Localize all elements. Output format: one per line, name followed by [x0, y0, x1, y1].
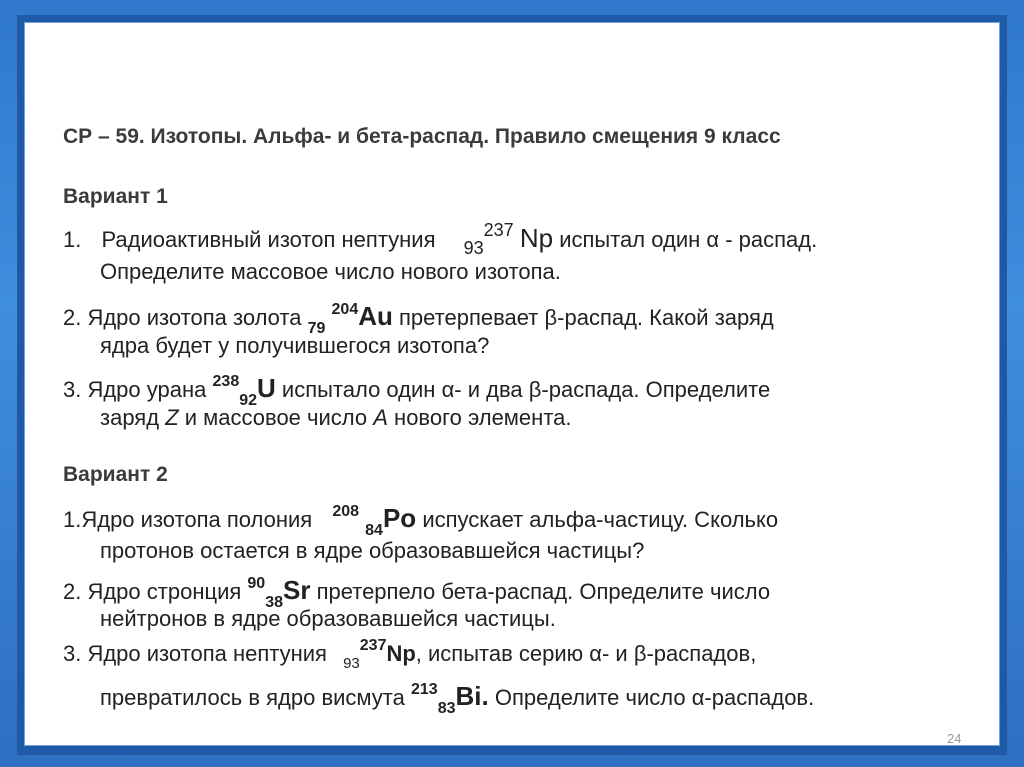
v1-q3-line2-post: нового элемента. [394, 405, 572, 430]
v2-q3-symbol: Np [386, 641, 416, 666]
variant2-heading: Вариант 2 [63, 463, 168, 486]
v2-q1-line1 [63, 503, 779, 539]
v2-q3-bi-symbol: Bi. [455, 681, 489, 711]
v1-q1-post: испытал один α - распад. [559, 227, 818, 252]
v1-q3-a-letter: A [373, 405, 388, 430]
v2-q2-line1 [63, 575, 771, 611]
v1-q2-post: претерпевает β-распад. Какой заряд [399, 305, 774, 330]
v2-q2-z: 38 [265, 594, 283, 611]
v1-q3-a: 238 [212, 373, 240, 390]
v1-q2-symbol: Au [358, 301, 393, 331]
v2-q3-bi-z: 83 [437, 700, 456, 717]
v1-q3-line2-pre: заряд [100, 405, 160, 430]
slide-title: СР – 59. Изотопы. Альфа- и бета-распад. Правило смещения 9 класс [63, 125, 781, 148]
v1-q1-a: 237 [483, 220, 514, 240]
v1-q3-text: 3. Ядро урана [63, 377, 207, 402]
v1-q1-symbol: Np [519, 223, 554, 253]
v1-q2-a: 204 [331, 301, 359, 318]
v2-q3-line2 [100, 681, 815, 717]
v2-q3-line2-pre: превратилось в ядро висмута [100, 685, 405, 710]
slide [24, 22, 1000, 746]
v2-q1-post: испускает альфа-частицу. Сколько [422, 507, 779, 532]
v1-q1-line1 [63, 220, 818, 258]
v1-q2-line1 [63, 301, 774, 337]
page-number: 24 [947, 731, 962, 746]
v2-q2-a: 90 [247, 575, 266, 592]
v2-q2-line2: нейтронов в ядре образовавшейся частицы. [100, 606, 556, 631]
v2-q3-text: 3. Ядро изотопа нептуния [63, 641, 327, 666]
v2-q1-a: 208 [332, 503, 360, 520]
v1-q1-text: Радиоактивный изотоп нептуния [101, 227, 436, 252]
v2-q2-symbol: Sr [283, 575, 311, 605]
v1-q1-line2: Определите массовое число нового изотопа. [100, 259, 561, 284]
v2-q3-line2-post: Определите число α-распадов. [494, 685, 815, 710]
v1-q3-line2 [100, 405, 572, 431]
v2-q2-text: 2. Ядро стронция [63, 579, 242, 604]
variant1-heading: Вариант 1 [63, 185, 168, 208]
v2-q3-post: , испытав серию α- и β-распадов, [415, 641, 757, 666]
v1-q2-line2: ядра будет у получившегося изотопа? [100, 333, 490, 358]
v1-q1-z: 93 [463, 238, 484, 258]
v2-q3-z: 93 [343, 655, 360, 672]
v1-q1-number: 1. [63, 227, 82, 252]
v2-q1-text: 1.Ядро изотопа полония [63, 507, 313, 532]
v2-q1-line2: протонов остается в ядре образовавшейся частицы? [100, 538, 645, 563]
v2-q1-symbol: Po [382, 503, 417, 533]
v1-q2-text: 2. Ядро изотопа золота [63, 305, 302, 330]
v1-q3-post: испытало один α- и два β-распада. Определите [281, 377, 771, 402]
v2-q3-a: 237 [359, 637, 387, 654]
v2-q3-line1 [63, 637, 757, 672]
v2-q3-bi-a: 213 [411, 681, 438, 698]
v1-q3-line2-mid: и массовое число [184, 405, 368, 430]
v2-q1-z: 84 [365, 522, 383, 539]
v1-q3-symbol: U [257, 373, 276, 403]
v1-q3-line1 [63, 373, 771, 409]
v1-q3-z: 92 [239, 392, 258, 409]
v2-q2-post: претерпело бета-распад. Определите число [316, 579, 771, 604]
v1-q2-z: 79 [307, 320, 326, 337]
v1-q3-z-letter: Z [165, 405, 179, 430]
